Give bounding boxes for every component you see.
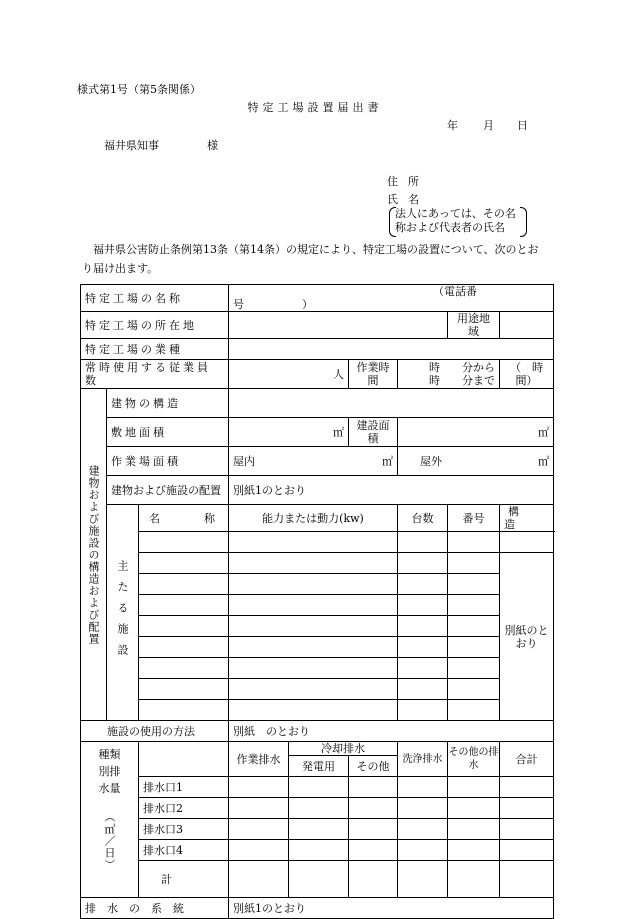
outlet-label: 排水口2	[139, 798, 229, 819]
facility-row	[81, 574, 554, 595]
label-layout: 建物および施設の配置	[107, 476, 229, 505]
facility-row	[81, 553, 554, 574]
row-building-structure	[81, 389, 554, 418]
buildings-group-text: 建物および施設の構造および配置	[87, 464, 100, 645]
col-cooling-other: その他	[349, 756, 398, 777]
intro-line-1: 福井県公害防止条例第13条（第14条）の規定により、特定工場の設置について、次のとお	[93, 243, 539, 256]
input-employees[interactable]	[229, 360, 349, 389]
facility-number-cell[interactable]	[448, 637, 500, 658]
facility-number-cell[interactable]	[448, 616, 500, 637]
facility-structure-cell[interactable]	[500, 532, 554, 553]
facility-number-cell[interactable]	[448, 700, 500, 721]
col-name: 名 称	[139, 505, 229, 532]
sum-other-cell[interactable]	[448, 861, 500, 898]
col-total: 合計	[500, 742, 554, 777]
outlet-process-cell[interactable]	[229, 840, 289, 861]
outlet-other-cell[interactable]	[448, 819, 500, 840]
sum-washing-cell[interactable]	[398, 861, 448, 898]
input-outdoor-area[interactable]	[398, 447, 554, 476]
row-employees	[81, 360, 554, 389]
label-drainage-system: 排 水 の 系 統	[81, 898, 229, 919]
facility-capacity-cell[interactable]	[229, 679, 398, 700]
facility-name-cell[interactable]	[139, 574, 229, 595]
label-work-area: 作業場面積	[107, 447, 229, 476]
facility-capacity-cell[interactable]	[229, 637, 398, 658]
outlet-power-cell[interactable]	[289, 798, 349, 819]
facility-name-cell[interactable]	[139, 679, 229, 700]
label-site-area: 敷地面積	[107, 418, 229, 447]
sum-row	[81, 861, 554, 898]
outlet-row	[81, 840, 554, 861]
facility-number-cell[interactable]	[448, 532, 500, 553]
input-indoor-area[interactable]	[229, 447, 398, 476]
label-buildings-group	[81, 389, 107, 721]
row-site-area	[81, 418, 554, 447]
col-number: 番号	[448, 505, 500, 532]
col-structure: 構 造	[500, 505, 554, 532]
outlet-total-cell[interactable]	[500, 798, 554, 819]
facility-capacity-cell[interactable]	[229, 700, 398, 721]
label-employees: 常時使用する従業員数	[81, 360, 229, 389]
corporate-note-line-2: 称および代表者の氏名	[395, 221, 505, 234]
facility-name-cell[interactable]	[139, 637, 229, 658]
label-usage-method: 施設の使用の方法	[81, 721, 229, 742]
phone-label: （電話番号	[233, 285, 477, 311]
col-process: 作業排水	[229, 742, 289, 777]
hours-total[interactable]: （ 時間）	[500, 360, 554, 389]
facility-name-cell[interactable]	[139, 595, 229, 616]
label-zoning: 用途地域	[448, 312, 500, 339]
row-business	[81, 339, 554, 360]
outlet-washing-cell[interactable]	[398, 840, 448, 861]
facility-name-cell[interactable]	[139, 700, 229, 721]
hours-from: 時 分から	[429, 361, 495, 374]
col-washing: 洗浄排水	[398, 742, 448, 777]
sum-cooling-other-cell[interactable]	[349, 861, 398, 898]
row-location	[81, 312, 554, 339]
outlet-cooling-other-cell[interactable]	[349, 840, 398, 861]
label-wastewater-volume	[81, 742, 139, 898]
facility-row	[81, 637, 554, 658]
wastewater-corner	[139, 742, 229, 777]
outlet-process-cell[interactable]	[229, 777, 289, 798]
col-power: 発電用	[289, 756, 349, 777]
facility-row	[81, 700, 554, 721]
facility-row	[81, 532, 554, 553]
row-facilities-header	[81, 505, 554, 532]
facility-number-cell[interactable]	[448, 658, 500, 679]
facility-name-cell[interactable]	[139, 532, 229, 553]
input-drainage-system[interactable]: 別紙1のとおり	[229, 898, 554, 919]
volume-label: 別排水量	[98, 765, 121, 795]
facility-name-cell[interactable]	[139, 658, 229, 679]
bracket-right	[520, 207, 527, 237]
outlet-process-cell[interactable]	[229, 819, 289, 840]
indoor-label: 屋内	[233, 454, 255, 468]
outlet-power-cell[interactable]	[289, 840, 349, 861]
facility-name-cell[interactable]	[139, 553, 229, 574]
label-location: 特定工場の所在地	[81, 312, 229, 339]
address-label: 住所	[387, 175, 429, 188]
input-building-area[interactable]	[398, 418, 554, 447]
outlet-total-cell[interactable]	[500, 777, 554, 798]
col-cooling: 冷却排水	[289, 742, 398, 756]
corporate-note	[389, 207, 527, 235]
corporate-note-line-1: 法人にあっては、その名	[395, 207, 516, 220]
recipient: 福井県知事	[104, 139, 159, 152]
input-business[interactable]	[229, 339, 554, 360]
facility-capacity-cell[interactable]	[229, 616, 398, 637]
hours-to: 時 分まで	[429, 374, 495, 387]
persons-unit: 人	[333, 367, 344, 381]
outlet-other-cell[interactable]	[448, 840, 500, 861]
page-title: 特定工場設置届出書	[247, 101, 383, 114]
facility-number-cell[interactable]	[448, 595, 500, 616]
outlet-washing-cell[interactable]	[398, 819, 448, 840]
facility-count-cell[interactable]	[398, 616, 448, 637]
input-work-hours[interactable]	[398, 360, 500, 389]
sum-process-cell[interactable]	[229, 861, 289, 898]
facility-count-cell[interactable]	[398, 574, 448, 595]
input-factory-name[interactable]	[229, 285, 554, 312]
outlet-other-cell[interactable]	[448, 798, 500, 819]
form-number: 様式第1号（第5条関係）	[77, 83, 201, 96]
row-work-area	[81, 447, 554, 476]
facility-name-cell[interactable]	[139, 616, 229, 637]
sum-power-cell[interactable]	[289, 861, 349, 898]
facility-number-cell[interactable]	[448, 679, 500, 700]
input-site-area[interactable]	[229, 418, 349, 447]
input-building-structure[interactable]	[229, 389, 554, 418]
outlet-label: 排水口1	[139, 777, 229, 798]
input-zoning[interactable]	[500, 312, 554, 339]
intro-line-2: り届け出ます。	[82, 262, 159, 275]
facility-capacity-cell[interactable]	[229, 553, 398, 574]
facility-count-cell[interactable]	[398, 700, 448, 721]
input-location[interactable]	[229, 312, 448, 339]
honorific: 様	[207, 139, 218, 152]
label-factory-name: 特定工場の名称	[81, 285, 229, 312]
main-facilities-text: 主たる施設	[116, 560, 129, 665]
unit-label: （㎥／日）	[103, 811, 116, 871]
facility-capacity-cell[interactable]	[229, 532, 398, 553]
label-business: 特定工場の業種	[81, 339, 229, 360]
phone-close: ）	[302, 298, 313, 311]
sum-total-cell[interactable]	[500, 861, 554, 898]
facility-count-cell[interactable]	[398, 679, 448, 700]
outlet-total-cell[interactable]	[500, 840, 554, 861]
sum-label: 計	[139, 861, 229, 898]
outdoor-label: 屋外	[420, 454, 442, 468]
label-main-facilities	[107, 505, 139, 721]
outlet-row	[81, 777, 554, 798]
facility-capacity-cell[interactable]	[229, 595, 398, 616]
outlet-row	[81, 819, 554, 840]
facility-count-cell[interactable]	[398, 637, 448, 658]
row-drainage-system	[81, 898, 554, 919]
facility-row	[81, 616, 554, 637]
facility-count-cell[interactable]	[398, 658, 448, 679]
outlet-label: 排水口4	[139, 840, 229, 861]
facility-row	[81, 658, 554, 679]
row-layout	[81, 476, 554, 505]
row-factory-name	[81, 285, 554, 312]
facility-row	[81, 595, 554, 616]
outlet-washing-cell[interactable]	[398, 798, 448, 819]
outlet-cooling-other-cell[interactable]	[349, 798, 398, 819]
indoor-unit: ㎡	[382, 454, 393, 468]
outlet-label: 排水口3	[139, 819, 229, 840]
row-wastewater-header-1	[81, 742, 554, 756]
outlet-cooling-other-cell[interactable]	[349, 819, 398, 840]
row-usage-method	[81, 721, 554, 742]
outdoor-unit: ㎡	[538, 454, 549, 468]
facility-count-cell[interactable]	[398, 553, 448, 574]
label-building-area: 建設面積	[349, 418, 398, 447]
col-capacity: 能力または動力(kw)	[229, 505, 398, 532]
facility-capacity-cell[interactable]	[229, 658, 398, 679]
outlet-cooling-other-cell[interactable]	[349, 777, 398, 798]
facility-structure-merged[interactable]: 別紙のとおり	[500, 553, 554, 721]
outlet-power-cell[interactable]	[289, 777, 349, 798]
facility-number-cell[interactable]	[448, 574, 500, 595]
outlet-power-cell[interactable]	[289, 819, 349, 840]
outlet-washing-cell[interactable]	[398, 777, 448, 798]
building-area-unit: ㎡	[538, 425, 549, 439]
facility-count-cell[interactable]	[398, 532, 448, 553]
date-month: 月	[483, 119, 494, 132]
facility-count-cell[interactable]	[398, 595, 448, 616]
col-other: その他の排水	[448, 742, 500, 777]
name-label: 氏名	[387, 193, 429, 206]
type-label: 種類	[98, 748, 121, 761]
label-building-structure: 建物の構造	[107, 389, 229, 418]
outlet-process-cell[interactable]	[229, 798, 289, 819]
outlet-total-cell[interactable]	[500, 819, 554, 840]
outlet-other-cell[interactable]	[448, 777, 500, 798]
facility-number-cell[interactable]	[448, 553, 500, 574]
label-work-hours: 作業時間	[349, 360, 398, 389]
input-usage-method[interactable]: 別紙 のとおり	[229, 721, 554, 742]
outlet-row	[81, 798, 554, 819]
input-layout[interactable]: 別紙1のとおり	[229, 476, 554, 505]
col-count: 台数	[398, 505, 448, 532]
facility-row	[81, 679, 554, 700]
intro-text	[82, 240, 554, 278]
site-area-unit: ㎡	[333, 425, 344, 439]
facility-capacity-cell[interactable]	[229, 574, 398, 595]
date-day: 日	[517, 119, 528, 132]
notification-form-table	[80, 284, 554, 919]
date-year: 年	[447, 119, 458, 132]
